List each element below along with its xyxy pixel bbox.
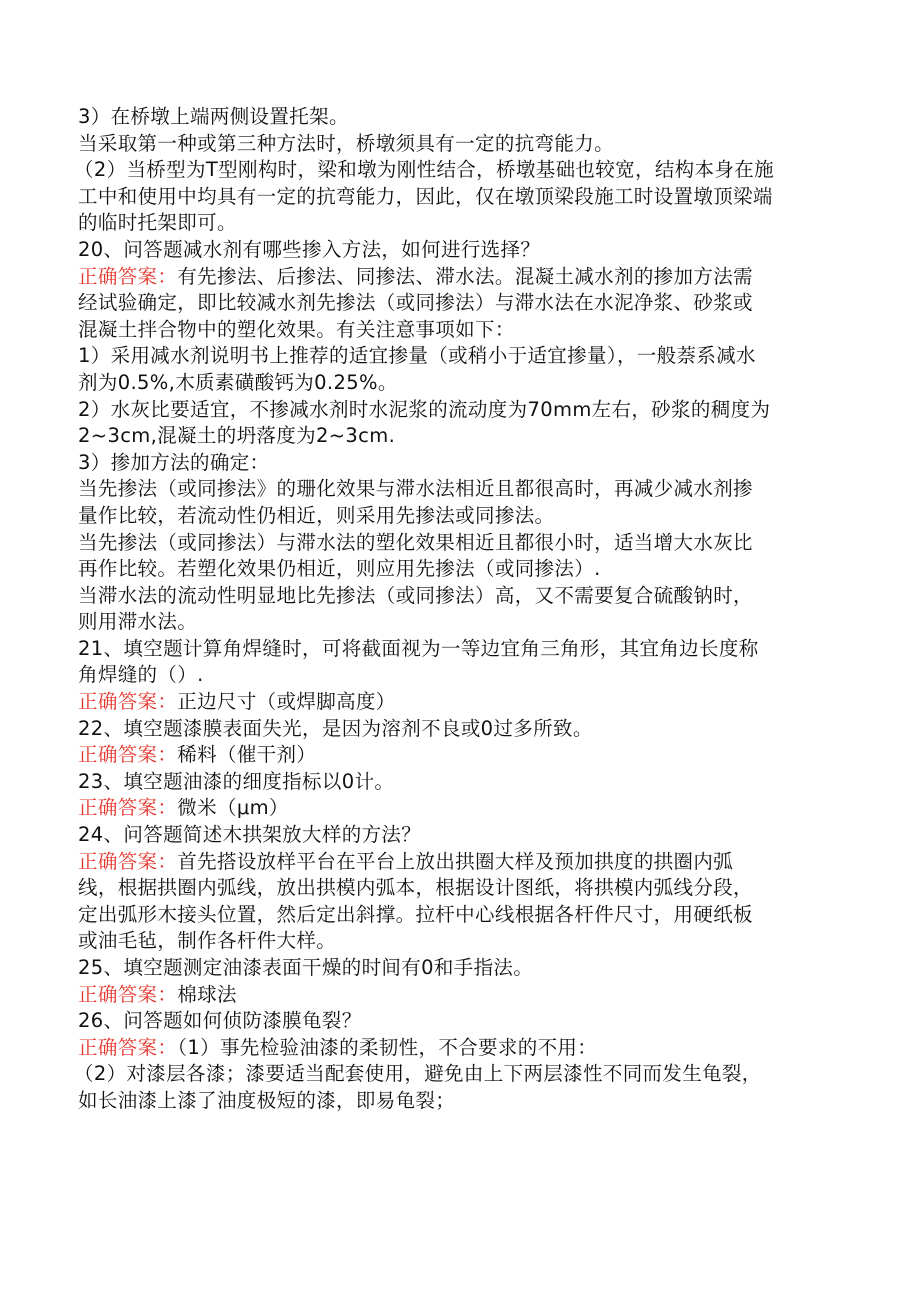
text-line — [78, 556, 848, 583]
line-text: 棉球法 — [177, 982, 237, 1006]
text-line — [74, 157, 848, 184]
text-line — [78, 530, 848, 557]
line-text: 当先掺法（或同掺法》的珊化效果与滞水法相近且都很高时，再减少减水剂掺 — [78, 477, 753, 501]
line-text: 如长油漆上漆了油度极短的漆，即易龟裂； — [78, 1088, 456, 1112]
answer-label: 正确答案： — [78, 982, 178, 1006]
text-line — [78, 875, 848, 902]
answer-label: 正确答案： — [78, 690, 178, 714]
answer-line — [78, 849, 848, 876]
text-line — [78, 290, 848, 317]
line-text: 稀料（催干剂） — [177, 743, 317, 767]
text-line — [78, 343, 848, 370]
text-line — [78, 450, 848, 477]
line-text: 正边尺寸（或焊脚高度） — [177, 690, 396, 714]
line-text: 量作比较，若流动性仍相近，则采用先掺法或同掺法。 — [78, 503, 555, 527]
text-line — [78, 131, 848, 158]
line-text: 24、问答题简述木拱架放大样的方法？ — [78, 823, 422, 847]
text-line — [78, 636, 848, 663]
answer-line — [78, 795, 848, 822]
text-line — [78, 423, 848, 450]
text-line — [78, 184, 848, 211]
text-line — [78, 609, 848, 636]
line-text: 1）采用减水剂说明书上推荐的适宜掺量（或稍小于适宜掺量），一般萘系减水 — [78, 344, 756, 368]
answer-label: 正确答案： — [78, 796, 178, 820]
line-text: 混凝土拌合物中的塑化效果。有关注意事项如下： — [78, 317, 515, 341]
text-line — [78, 955, 848, 982]
line-text: 经试验确定，即比较减水剂先掺法（或同掺法）与滞水法在水泥净浆、砂浆或 — [78, 291, 753, 315]
line-text: 25、填空题测定油漆表面干燥的时间有0和手指法。 — [78, 956, 534, 979]
text-line — [78, 716, 848, 743]
answer-line — [78, 264, 848, 291]
text-line — [74, 1061, 848, 1088]
text-line — [78, 317, 848, 344]
text-line — [78, 104, 848, 131]
line-text: 22、填空题漆膜表面失光，是因为溶剂不良或0过多所致。 — [78, 716, 593, 740]
line-text: 21、填空题计算角焊缝时，可将截面视为一等边宜角三角形，其宜角边长度称 — [78, 636, 759, 660]
line-text: （2）当桥型为T型刚构时，梁和墩为刚性结合，桥墩基础也较宽，结构本身在施 — [74, 158, 774, 182]
line-text: 当滞水法的流动性明显地比先掺法（或同掺法）高，又不需要复合硫酸钠时， — [78, 583, 753, 607]
line-text: 的临时托架即可。 — [78, 211, 237, 235]
line-text: 微米（μm） — [177, 796, 289, 820]
answer-line — [78, 742, 848, 769]
line-text: 3）在桥墩上端两侧设置托架。 — [78, 105, 349, 128]
text-line — [78, 662, 848, 689]
text-line — [78, 237, 848, 264]
text-line — [78, 822, 848, 849]
text-line — [78, 1088, 848, 1115]
line-text: （1）事先检验油漆的柔韧性，不合要求的不用： — [177, 1035, 598, 1059]
line-text: 20、问答题减水剂有哪些掺入方法，如何进行选择？ — [78, 237, 541, 261]
text-line — [78, 370, 848, 397]
line-text: 剂为0.5%,木质素磺酸钙为0.25%。 — [78, 370, 398, 394]
line-text: 当先掺法（或同掺法）与滞水法的塑化效果相近且都很小时，适当增大水灰比 — [78, 530, 753, 554]
line-text: 2~3cm,混凝土的坍落度为2~3cm. — [78, 424, 396, 448]
line-text: 则用滞水法。 — [78, 610, 198, 634]
line-text: （2）对漆层各漆；漆要适当配套使用，避免由上下两层漆性不同而发生龟裂， — [74, 1062, 762, 1086]
line-text: 23、填空题油漆的细度指标以0计。 — [78, 769, 395, 793]
line-text: 或油毛毡，制作各杆件大样。 — [78, 929, 337, 953]
answer-line — [78, 689, 848, 716]
line-text: 首先搭设放样平台在平台上放出拱圈大样及预加拱度的拱圈内弧 — [177, 849, 734, 873]
answer-line — [78, 1035, 848, 1062]
text-line — [78, 583, 848, 610]
line-text: 有先掺法、后掺法、同掺法、滞水法。混凝土减水剂的掺加方法需 — [177, 264, 753, 288]
line-text: 角焊缝的（）. — [78, 663, 204, 687]
answer-label: 正确答案： — [78, 1035, 178, 1059]
answer-label: 正确答案： — [78, 743, 178, 767]
text-line — [78, 476, 848, 503]
text-line — [78, 397, 848, 424]
text-line — [78, 902, 848, 929]
answer-label: 正确答案： — [78, 264, 178, 288]
line-text: 定出弧形木接头位置，然后定出斜撑。拉杆中心线根据各杆件尺寸，用硬纸板 — [78, 902, 753, 926]
line-text: 再作比较。若塑化效果仍相近，则应用先掺法（或同掺法）. — [78, 557, 601, 581]
line-text: 3）掺加方法的确定： — [78, 450, 270, 474]
line-text: 2）水灰比要适宜，不掺减水剂时水泥浆的流动度为70mm左右，砂浆的稠度为 — [78, 397, 771, 421]
line-text: 工中和使用中均具有一定的抗弯能力，因此，仅在墩顶梁段施工时设置墩顶梁端 — [78, 184, 773, 208]
text-line — [78, 1008, 848, 1035]
text-line — [78, 928, 848, 955]
text-line — [78, 503, 848, 530]
line-text: 当采取第一种或第三种方法时，桥墩须具有一定的抗弯能力。 — [78, 131, 614, 155]
answer-label: 正确答案： — [78, 849, 178, 873]
text-line — [78, 769, 848, 796]
line-text: 线，根据拱圈内弧线，放出拱模内弧本，根据设计图纸，将拱模内弧线分段， — [78, 876, 753, 900]
text-line — [78, 210, 848, 237]
line-text: 26、问答题如何侦防漆膜龟裂？ — [78, 1009, 362, 1033]
document-body — [74, 104, 848, 1115]
answer-line — [78, 982, 848, 1009]
